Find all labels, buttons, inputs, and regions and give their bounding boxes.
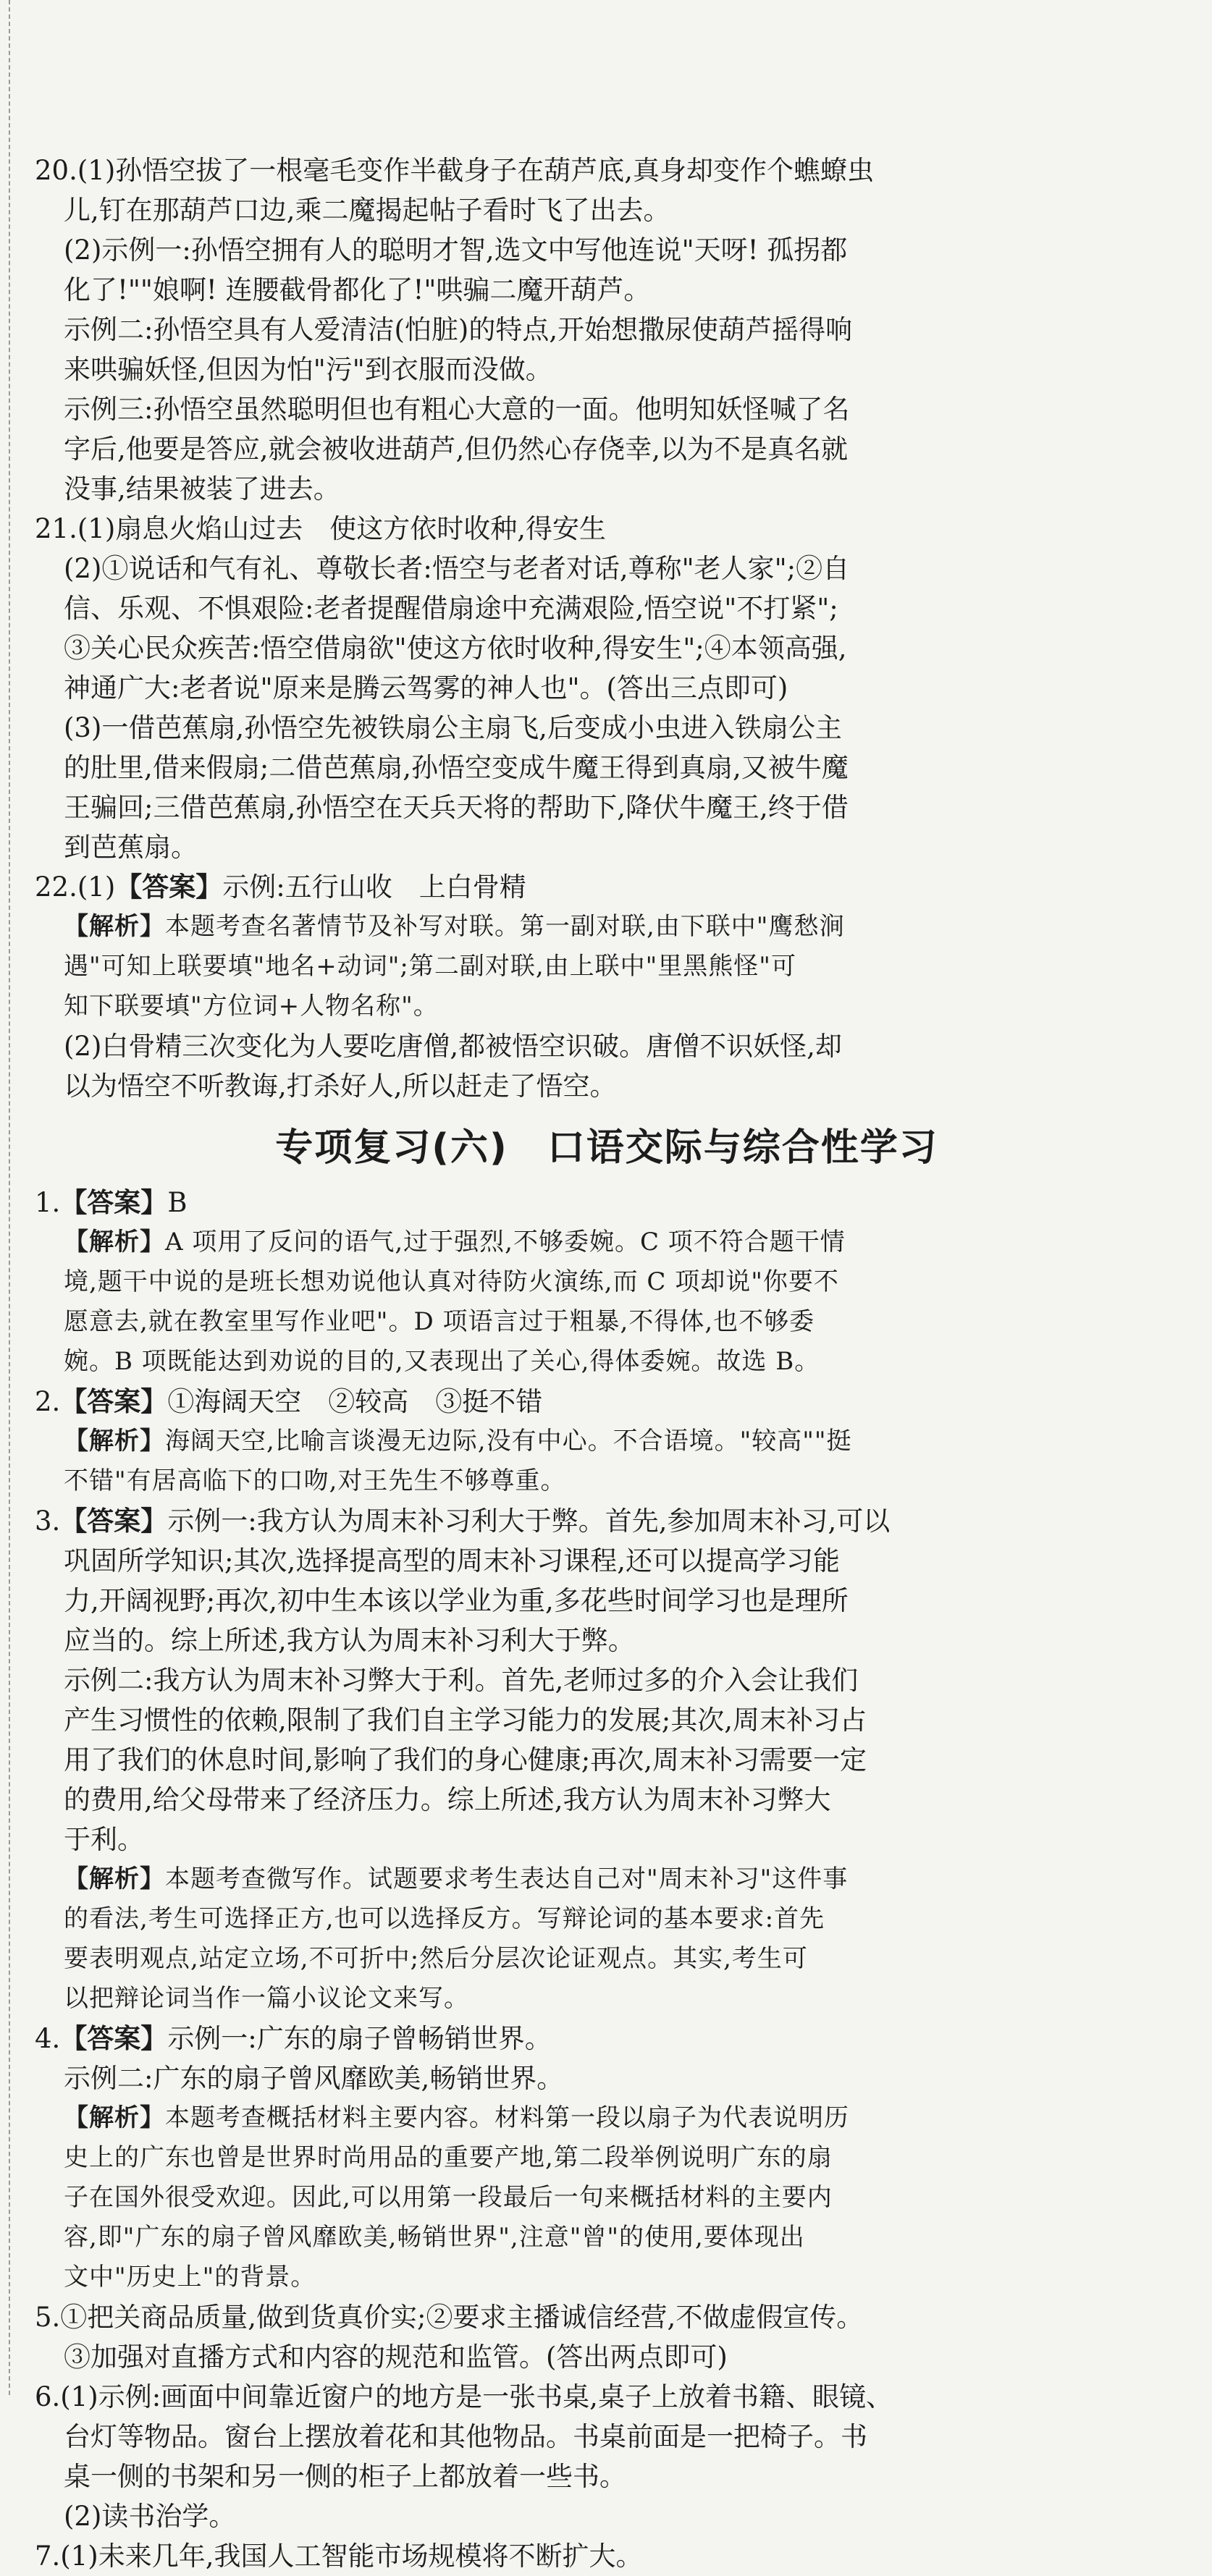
text-line: 到芭蕉扇。 — [64, 832, 198, 863]
analysis-text: 婉。B 项既能达到劝说的目的,又表现出了关心,得体委婉。故选 B。 — [64, 1347, 820, 1376]
text-line: ③加强对直播方式和内容的规范和监管。(答出两点即可) — [64, 2341, 728, 2373]
text-line: 台灯等物品。窗台上摆放着花和其他物品。书桌前面是一把椅子。书 — [64, 2421, 867, 2452]
answer-text: 示例一:广东的扇子曾畅销世界。 — [167, 2023, 552, 2054]
text-line: 用了我们的休息时间,影响了我们的身心健康;再次,周末补习需要一定 — [64, 1744, 867, 1775]
binding-dashed-line — [9, 0, 10, 2395]
text-line: (3)一借芭蕉扇,孙悟空先被铁扇公主扇飞,后变成小虫进入铁扇公主 — [64, 712, 842, 743]
text-line: 化了!""娘啊! 连腰截骨都化了!"哄骗二魔开葫芦。 — [64, 274, 651, 305]
answer-5 — [35, 2297, 1179, 2377]
answer-3 — [35, 1501, 1179, 2019]
answer-tag: 【答案】 — [60, 1187, 168, 1218]
text-line: 信、乐观、不惧艰险:老者提醒借扇途中充满艰险,悟空说"不打紧"; — [64, 593, 838, 624]
analysis-text: 本题考查微写作。试题要求考生表达自己对"周末补习"这件事 — [165, 1865, 849, 1893]
analysis-text: 遇"可知上联要填"地名+动词";第二副对联,由上联中"里黑熊怪"可 — [64, 952, 796, 981]
question-number: 3. — [35, 1506, 61, 1537]
text-line: 示例二:孙悟空具有人爱清洁(怕脏)的特点,开始想撒尿使葫芦摇得响 — [64, 314, 853, 345]
text-line: 产生习惯性的依赖,限制了我们自主学习能力的发展;其次,周末补习占 — [64, 1705, 867, 1736]
answer-text: B — [167, 1187, 188, 1218]
question-number: 4. — [35, 2023, 61, 2054]
text-line: 6.(1)示例:画面中间靠近窗户的地方是一张书桌,桌子上放着书籍、眼镜、 — [35, 2381, 893, 2412]
answer-text: 示例一:我方认为周末补习利大于弊。首先,参加周末补习,可以 — [167, 1506, 891, 1537]
analysis-text: 的看法,考生可选择正方,也可以选择反方。写辩论词的基本要求:首先 — [64, 1904, 825, 1933]
text-line: 巩固所学知识;其次,选择提高型的周末补习课程,还可以提高学习能 — [64, 1545, 840, 1576]
text-line: 于利。 — [64, 1824, 144, 1855]
answer-text: ①海阔天空 ②较高 ③挺不错 — [167, 1386, 543, 1417]
text-line: 力,开阔视野;再次,初中生本该以学业为重,多花些时间学习也是理所 — [64, 1585, 849, 1616]
answer-2 — [35, 1382, 1179, 1501]
analysis-text: 要表明观点,站定立场,不可折中;然后分层次论证观点。其实,考生可 — [64, 1944, 808, 1973]
analysis-text: 海阔天空,比喻言谈漫无边际,没有中心。不合语境。"较高""挺 — [165, 1427, 852, 1456]
text-line: 没事,结果被装了进去。 — [64, 473, 340, 504]
text-line: 的费用,给父母带来了经济压力。综上所述,我方认为周末补习弊大 — [64, 1784, 831, 1815]
analysis-text: 文中"历史上"的背景。 — [64, 2263, 316, 2292]
text-line: 王骗回;三借芭蕉扇,孙悟空在天兵天将的帮助下,降伏牛魔王,终于借 — [64, 792, 849, 823]
section-title: 专项复习(六) 口语交际与综合性学习 — [275, 1126, 938, 1170]
text-line: 应当的。综上所述,我方认为周末补习利大于弊。 — [64, 1625, 635, 1656]
answer-tag: 【答案】 — [115, 871, 223, 903]
question-number: 22.(1) — [35, 871, 116, 903]
analysis-tag: 【解析】 — [64, 1228, 165, 1257]
page-content — [35, 151, 1179, 2576]
question-number: 2. — [35, 1386, 61, 1417]
text-line: 以为悟空不听教诲,打杀好人,所以赶走了悟空。 — [64, 1070, 617, 1102]
analysis-text: 愿意去,就在教室里写作业吧"。D 项语言过于粗暴,不得体,也不够委 — [64, 1307, 815, 1336]
answer-22 — [35, 867, 1179, 1106]
text-line: 5.①把关商品质量,做到货真价实;②要求主播诚信经营,不做虚假宣传。 — [35, 2302, 864, 2333]
answer-tag: 【答案】 — [60, 2023, 168, 2054]
text-line: ③关心民众疾苦:悟空借扇欲"使这方依时收种,得安生";④本领高强, — [64, 633, 847, 664]
text-line: (2)①说话和气有礼、尊敬长者:悟空与老者对话,尊称"老人家";②自 — [64, 553, 850, 584]
answer-4 — [35, 2019, 1179, 2297]
text-line: 桌一侧的书架和另一侧的柜子上都放着一些书。 — [64, 2461, 626, 2492]
analysis-tag: 【解析】 — [64, 1427, 165, 1456]
text-line: 神通广大:老者说"原来是腾云驾雾的神人也"。(答出三点即可) — [64, 672, 788, 704]
analysis-tag: 【解析】 — [64, 2103, 165, 2132]
analysis-text: 知下联要填"方位词+人物名称"。 — [64, 992, 439, 1021]
analysis-text: 以把辩论词当作一篇小议论文来写。 — [64, 1984, 469, 2013]
analysis-text: 容,即"广东的扇子曾风靡欧美,畅销世界",注意"曾"的使用,要体现出 — [64, 2223, 805, 2252]
text-line: (2)读书治学。 — [64, 2501, 236, 2532]
text-line: 20.(1)孙悟空拔了一根毫毛变作半截身子在葫芦底,真身却变作个蟭蟟虫 — [35, 155, 875, 186]
answer-text: 示例:五行山收 上白骨精 — [222, 871, 526, 903]
answer-6 — [35, 2377, 1179, 2536]
text-line: 示例二:我方认为周末补习弊大于利。首先,老师过多的介入会让我们 — [64, 1665, 859, 1696]
text-line: 21.(1)扇息火焰山过去 使这方依时收种,得安生 — [35, 513, 607, 544]
text-line: 示例二:广东的扇子曾风靡欧美,畅销世界。 — [64, 2063, 564, 2094]
text-line: (2)示例一:孙悟空拥有人的聪明才智,选文中写他连说"天呀! 孤拐都 — [64, 235, 848, 266]
text-line: 示例三:孙悟空虽然聪明但也有粗心大意的一面。他明知妖怪喊了名 — [64, 394, 850, 425]
answer-7 — [35, 2536, 1179, 2576]
analysis-tag: 【解析】 — [64, 912, 165, 941]
text-line: 7.(1)未来几年,我国人工智能市场规模将不断扩大。 — [35, 2541, 643, 2572]
analysis-text: 本题考查概括材料主要内容。材料第一段以扇子为代表说明历 — [165, 2103, 849, 2132]
analysis-text: 不错"有居高临下的口吻,对王先生不够尊重。 — [64, 1466, 566, 1495]
answer-1 — [35, 1183, 1179, 1382]
answer-tag: 【答案】 — [60, 1506, 168, 1537]
analysis-text: 史上的广东也曾是世界时尚用品的重要产地,第二段举例说明广东的扇 — [64, 2143, 833, 2172]
text-line: (2)白骨精三次变化为人要吃唐僧,都被悟空识破。唐僧不识妖怪,却 — [64, 1031, 842, 1062]
text-line: 来哄骗妖怪,但因为怕"污"到衣服而没做。 — [64, 354, 552, 385]
question-number: 1. — [35, 1187, 61, 1218]
analysis-text: 境,题干中说的是班长想劝说他认真对待防火演练,而 C 项却说"你要不 — [64, 1267, 839, 1296]
answers-20-21 — [35, 151, 1179, 867]
analysis-text: A 项用了反问的语气,过于强烈,不够委婉。C 项不符合题干情 — [165, 1228, 846, 1257]
text-line: 字后,他要是答应,就会被收进葫芦,但仍然心存侥幸,以为不是真名就 — [64, 434, 849, 465]
analysis-tag: 【解析】 — [64, 1865, 165, 1893]
analysis-text: 子在国外很受欢迎。因此,可以用第一段最后一句来概括材料的主要内 — [64, 2183, 833, 2212]
text-line: 儿,钉在那葫芦口边,乘二魔揭起帖子看时飞了出去。 — [64, 195, 670, 226]
answer-tag: 【答案】 — [60, 1386, 168, 1417]
analysis-text: 本题考查名著情节及补写对联。第一副对联,由下联中"鹰愁涧 — [165, 912, 845, 941]
text-line: 的肚里,借来假扇;二借芭蕉扇,孙悟空变成牛魔王得到真扇,又被牛魔 — [64, 752, 849, 783]
